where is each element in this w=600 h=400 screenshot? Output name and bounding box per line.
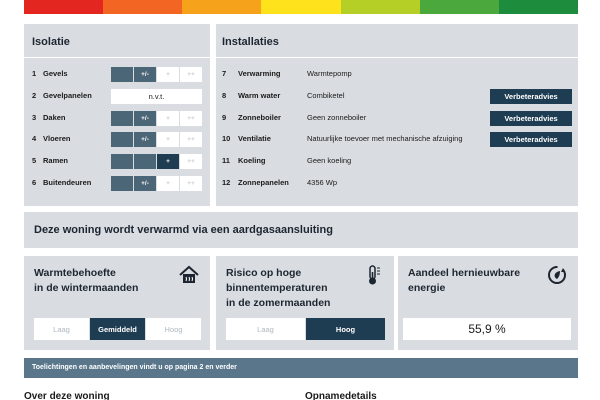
rating-cell: +/-: [134, 132, 156, 147]
rating-scale: [111, 67, 202, 82]
rating-scale: [111, 132, 202, 147]
rating-cell: [111, 176, 133, 191]
scale-option-gemiddeld: Gemiddeld: [90, 318, 145, 340]
isolatie-panel: [24, 24, 210, 206]
row-label: Daken: [43, 113, 66, 122]
row-number: 1: [32, 69, 37, 78]
rating-cell: +/-: [134, 111, 156, 126]
rating-cell: [134, 154, 156, 169]
row-value: Combiketel: [307, 91, 345, 100]
opnamedetails-heading: Opnamedetails: [305, 391, 377, 400]
warmtebehoefte-scale: [34, 318, 201, 340]
isolatie-row: [32, 132, 207, 147]
label-color-segment: [499, 0, 578, 14]
label-color-segment: [24, 0, 103, 14]
row-number: 11: [222, 156, 230, 165]
info-banner-text: Toelichtingen en aanbevelingen vindt u op pagina 2 en verder: [32, 364, 237, 371]
house-heat-icon: [178, 264, 200, 286]
heating-text: Deze woning wordt verwarmd via een aardgasaansluiting: [34, 224, 333, 236]
rating-scale: [111, 111, 202, 126]
hernieuwbaar-panel: [398, 256, 578, 350]
row-label: Verwarming: [238, 69, 281, 78]
installaties-panel: [216, 24, 578, 206]
row-number: 5: [32, 156, 37, 165]
rating-cell: +: [157, 132, 179, 147]
title-line: binnentemperaturen: [226, 282, 328, 294]
verbeteradvies-button[interactable]: Verbeteradvies: [490, 89, 572, 104]
rating-cell: ++: [180, 176, 202, 191]
row-label: Zonnepanelen: [238, 178, 289, 187]
installaties-title: Installaties: [222, 36, 279, 48]
row-label: Gevels: [43, 69, 68, 78]
rating-scale: [111, 89, 202, 104]
rating-cell: [111, 111, 133, 126]
row-value: Geen zonneboiler: [307, 113, 367, 122]
isolatie-row: [32, 111, 207, 126]
title-line: Aandeel hernieuwbare: [408, 267, 521, 279]
installatie-row: [222, 89, 572, 104]
installatie-row: [222, 67, 572, 82]
rating-cell: [111, 154, 133, 169]
hernieuwbaar-value: 55,9 %: [403, 318, 571, 340]
row-value: Natuurlijke toevoer met mechanische afzuiging: [307, 134, 463, 143]
installatie-row: [222, 111, 572, 126]
row-number: 8: [222, 91, 227, 100]
rating-cell: +: [157, 154, 179, 169]
label-color-segment: [182, 0, 261, 14]
verbeteradvies-button[interactable]: Verbeteradvies: [490, 132, 572, 147]
row-label: Buitendeuren: [43, 178, 92, 187]
row-number: 3: [32, 113, 37, 122]
row-label: Zonneboiler: [238, 113, 281, 122]
row-label: Warm water: [238, 91, 281, 100]
info-banner: [24, 358, 578, 378]
rating-cell: ++: [180, 67, 202, 82]
rating-cell: [111, 132, 133, 147]
rating-cell: +: [157, 176, 179, 191]
row-label: Vloeren: [43, 134, 71, 143]
title-line: Risico op hoge: [226, 267, 302, 279]
risico-title: [226, 266, 330, 311]
thermometer-icon: [362, 264, 384, 286]
divider: [216, 57, 578, 58]
label-color-segment: [341, 0, 420, 14]
rating-cell: [111, 67, 133, 82]
rating-cell: ++: [180, 132, 202, 147]
isolatie-title: Isolatie: [32, 36, 70, 48]
row-number: 12: [222, 178, 231, 187]
row-number: 4: [32, 134, 37, 143]
row-number: 6: [32, 178, 37, 187]
title-line: in de zomermaanden: [226, 297, 331, 309]
renewable-leaf-icon: [546, 264, 568, 286]
row-label: Ventilatie: [238, 134, 271, 143]
row-number: 9: [222, 113, 227, 122]
isolatie-row: [32, 89, 207, 104]
title-line: energie: [408, 282, 446, 294]
rating-cell: +/-: [134, 176, 156, 191]
heating-info-bar: [24, 212, 578, 248]
rating-cell: ++: [180, 154, 202, 169]
isolatie-row: [32, 67, 207, 82]
installatie-row: [222, 154, 572, 169]
rating-cell: +: [157, 111, 179, 126]
row-value: Geen koeling: [307, 156, 352, 165]
rating-cell: +: [157, 67, 179, 82]
rating-cell: ++: [180, 111, 202, 126]
energy-label-strip: [24, 0, 578, 14]
rating-value: n.v.t.: [111, 89, 202, 104]
scale-option-laag: Laag: [34, 318, 89, 340]
rating-cell: +/-: [134, 67, 156, 82]
warmtebehoefte-title: [34, 266, 138, 296]
installatie-row: [222, 176, 572, 191]
isolatie-row: [32, 176, 207, 191]
row-value: Warmtepomp: [307, 69, 352, 78]
warmtebehoefte-panel: [24, 256, 210, 350]
label-color-segment: [261, 0, 340, 14]
scale-option-hoog: Hoog: [306, 318, 385, 340]
risico-panel: [216, 256, 394, 350]
title-line: Warmtebehoefte: [34, 267, 116, 279]
hernieuwbaar-title: [408, 266, 520, 296]
rating-scale: [111, 154, 202, 169]
row-number: 7: [222, 69, 227, 78]
row-number: 2: [32, 91, 37, 100]
over-woning-heading: Over deze woning: [24, 391, 110, 400]
row-label: Gevelpanelen: [43, 91, 92, 100]
risico-scale: [226, 318, 385, 340]
scale-option-hoog: Hoog: [146, 318, 201, 340]
rating-scale: [111, 176, 202, 191]
label-color-segment: [103, 0, 182, 14]
row-label: Ramen: [43, 156, 69, 165]
row-label: Koeling: [238, 156, 266, 165]
row-value: 4356 Wp: [307, 178, 338, 187]
label-color-segment: [420, 0, 499, 14]
scale-option-laag: Laag: [226, 318, 305, 340]
verbeteradvies-button[interactable]: Verbeteradvies: [490, 111, 572, 126]
isolatie-row: [32, 154, 207, 169]
row-number: 10: [222, 134, 231, 143]
installatie-row: [222, 132, 572, 147]
title-line: in de wintermaanden: [34, 282, 139, 294]
divider: [24, 57, 210, 58]
